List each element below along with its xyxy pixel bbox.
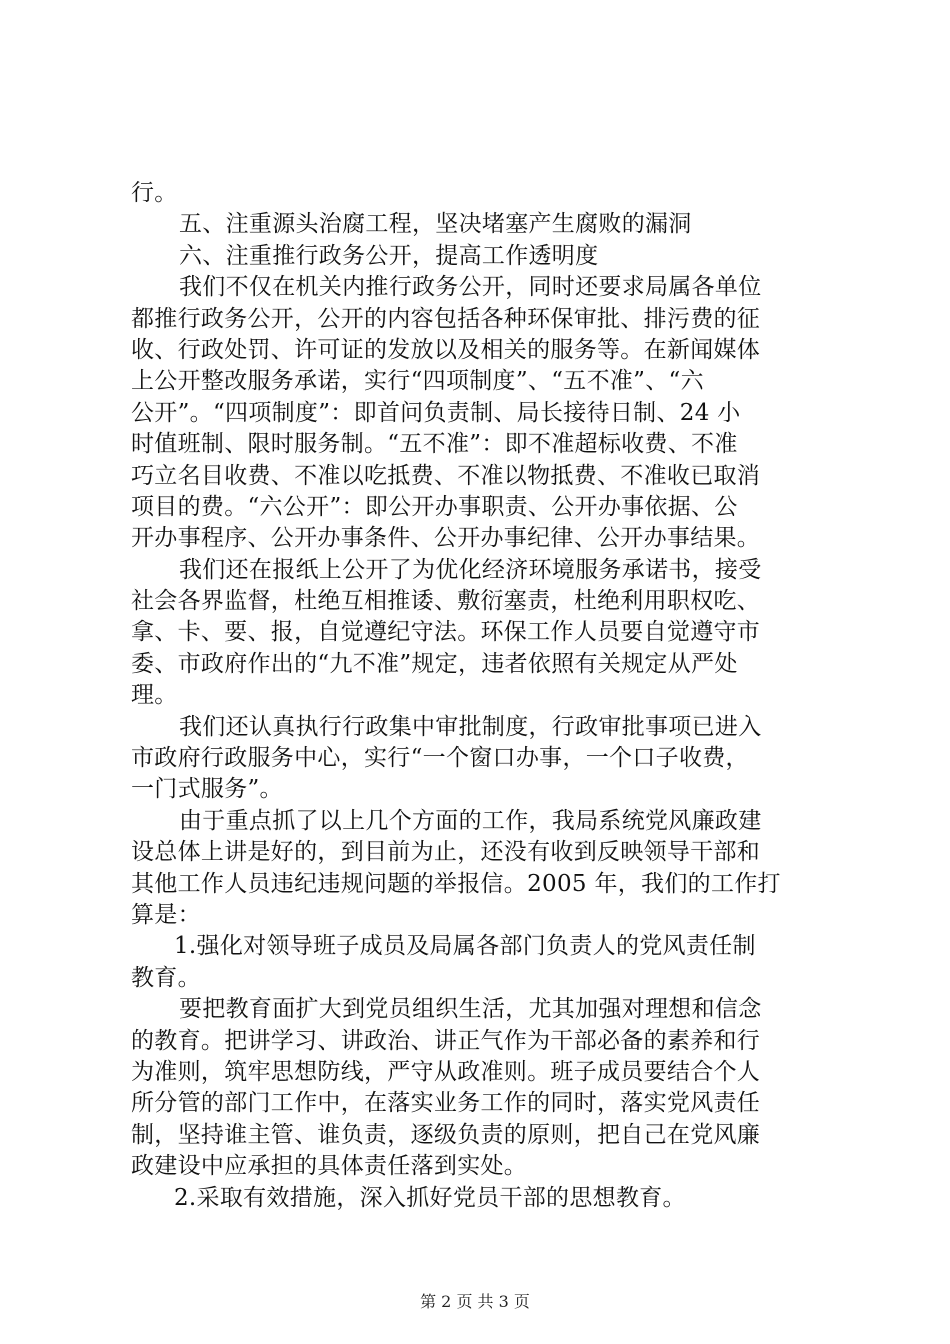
- text-line: 开办事程序、公开办事条件、公开办事纪律、公开办事结果。: [131, 525, 761, 552]
- document-body: [131, 178, 831, 1214]
- text-line: 上公开整改服务承诺，实行“四项制度”、“五不准”、“六: [131, 368, 704, 395]
- section-heading: 六、注重推行政务公开，提高工作透明度: [179, 242, 599, 269]
- text-line: 社会各界监督，杜绝互相推诿、敷衍塞责，杜绝利用职权吃、: [131, 588, 761, 615]
- text-line: 政建设中应承担的具体责任落到实处。: [131, 1153, 528, 1180]
- page-footer: 第 2 页 共 3 页: [420, 1292, 530, 1311]
- text-line: 都推行政务公开，公开的内容包括各种环保审批、排污费的征: [131, 305, 761, 332]
- text-line: 教育。: [131, 964, 201, 991]
- text-line: 拿、卡、要、报，自觉遵纪守法。环保工作人员要自觉遵守市: [131, 619, 761, 646]
- text-line: 一门式服务”。: [131, 776, 283, 803]
- text-line: 所分管的部门工作中，在落实业务工作的同时，落实党风责任: [131, 1090, 761, 1117]
- text-line: 时值班制、限时服务制。“五不准”：即不准超标收费、不准: [131, 431, 738, 458]
- text-line: 巧立名目收费、不准以吃抵费、不准以物抵费、不准收已取消: [131, 462, 761, 489]
- section-heading: 五、注重源头治腐工程，坚决堵塞产生腐败的漏洞: [179, 211, 692, 238]
- text-line: 项目的费。“六公开”：即公开办事职责、公开办事依据、公: [131, 493, 738, 520]
- text-line: 设总体上讲是好的，到目前为止，还没有收到反映领导干部和: [131, 839, 761, 866]
- text-line: 我们还认真执行行政集中审批制度，行政审批事项已进入: [179, 713, 762, 740]
- text-line: 其他工作人员违纪违规问题的举报信。2005 年，我们的工作打: [131, 870, 781, 897]
- text-line: 算是：: [131, 901, 201, 928]
- text-line: 公开”。“四项制度”：即首问负责制、局长接待日制、24 小: [131, 399, 741, 426]
- numbered-item: 1.强化对领导班子成员及局属各部门负责人的党风责任制: [174, 933, 756, 960]
- text-line: 制，坚持谁主管、谁负责，逐级负责的原则，把自己在党风廉: [131, 1121, 761, 1148]
- numbered-item: 2.采取有效措施，深入抓好党员干部的思想教育。: [174, 1184, 686, 1211]
- text-line: 委、市政府作出的“九不准”规定，违者依照有关规定从严处: [131, 650, 738, 677]
- text-line: 行。: [131, 180, 178, 206]
- text-line: 为准则，筑牢思想防线，严守从政准则。班子成员要结合个人: [131, 1058, 761, 1085]
- text-line: 我们还在报纸上公开了为优化经济环境服务承诺书，接受: [179, 556, 762, 583]
- text-line: 由于重点抓了以上几个方面的工作，我局系统党风廉政建: [179, 807, 762, 834]
- text-line: 的教育。把讲学习、讲政治、讲正气作为干部必备的素养和行: [131, 1027, 761, 1054]
- text-line: 理。: [131, 682, 178, 709]
- text-line: 收、行政处罚、许可证的发放以及相关的服务等。在新闻媒体: [131, 336, 761, 363]
- text-line: 要把教育面扩大到党员组织生活，尤其加强对理想和信念: [179, 996, 762, 1023]
- text-line: 市政府行政服务中心，实行“一个窗口办事，一个口子收费，: [131, 745, 749, 772]
- text-line: 我们不仅在机关内推行政务公开，同时还要求局属各单位: [179, 274, 762, 301]
